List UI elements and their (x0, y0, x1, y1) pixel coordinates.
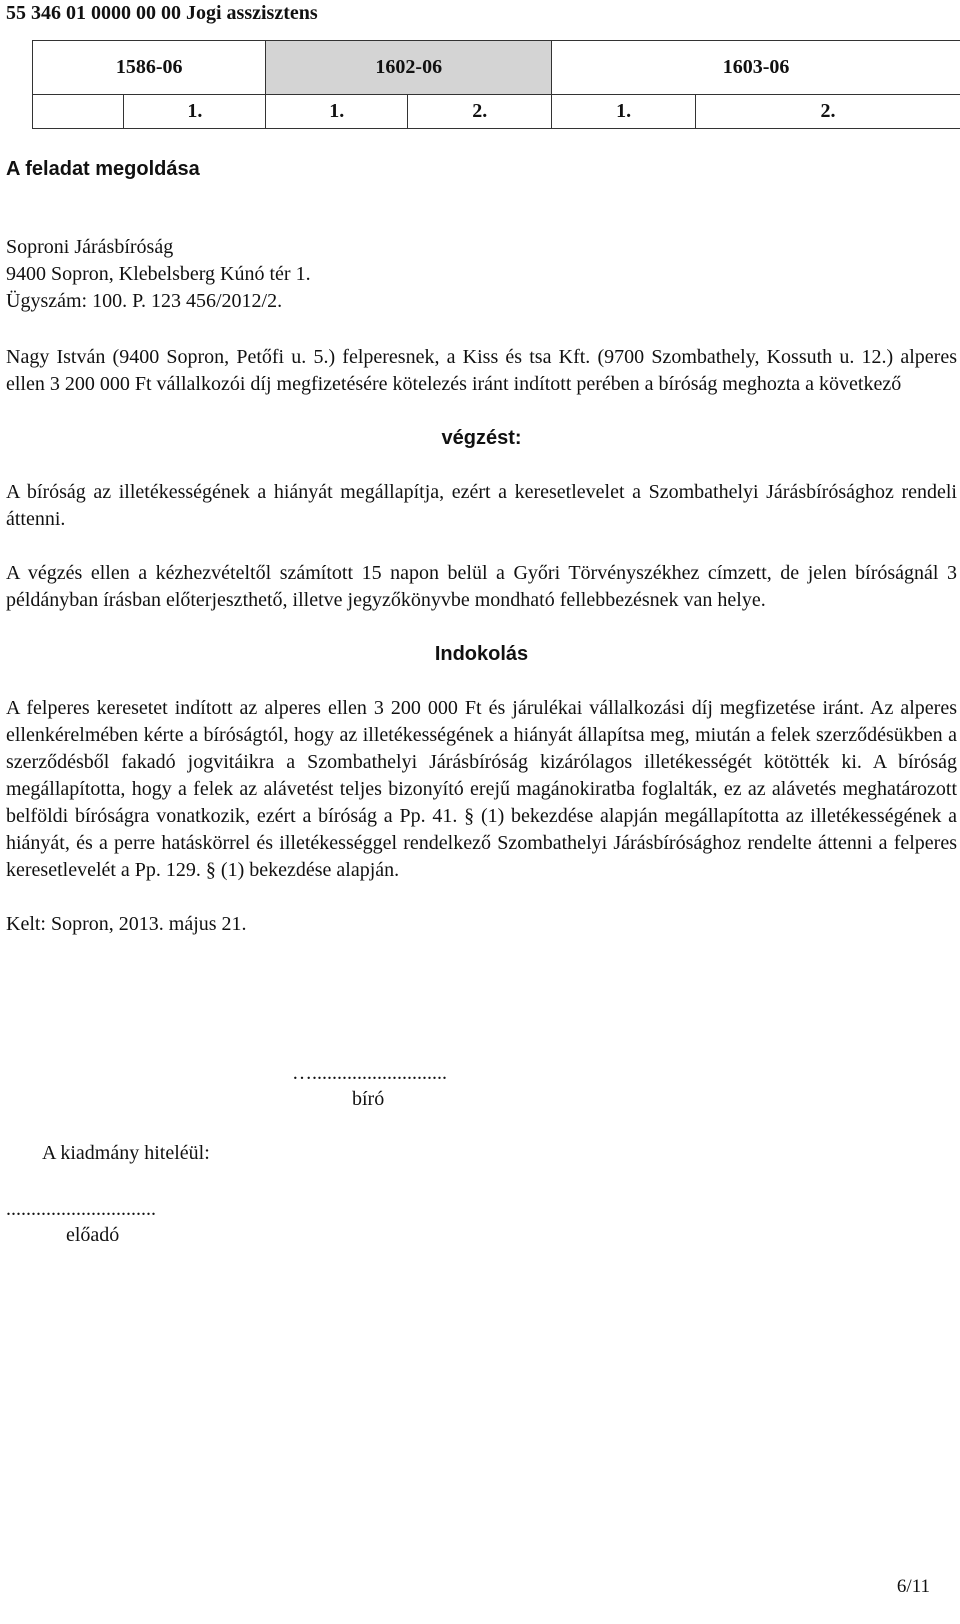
court-address: 9400 Sopron, Klebelsberg Kúnó tér 1. (6, 263, 311, 285)
empty-cell (33, 95, 124, 129)
section-title: A feladat megoldása (6, 158, 200, 180)
court-name: Soproni Járásbíróság (6, 236, 174, 258)
date-line: Kelt: Sopron, 2013. május 21. (6, 913, 247, 935)
document-body (6, 344, 957, 938)
clerk-signature-line: .............................. (6, 1198, 156, 1220)
module-code-cell: 1602-06 (266, 41, 552, 95)
module-code-cell: 1603-06 (552, 41, 960, 95)
court-details (6, 234, 957, 315)
task-number-cell: 1. (552, 95, 696, 129)
clerk-role: előadó (66, 1224, 120, 1246)
task-number-cell: 1. (124, 95, 266, 129)
reasoning-paragraph: A felperes keresetet indított az alperes ellen 3 200 000 Ft és járulékai vállalkozási díj megfizetése iránt. Az alperes ellenkérelmében kérte a bíróságtól, hogy az illetékességének a hiányát állapítsa meg, miután a felek szerződésükben a szerződésből fakadó jogvitáikra a Szombathelyi Járásbíróság kizárólagos illetékességét kötötték ki. A bíróság megállapította, hogy a felek az alávetést teljes bizonyító erejű magánokiratba foglalták, ez az alávetés meghatározott belföldi bíróságra vonatkozik, ezért a bíróság a Pp. 41. § (1) bekezdése alapján megállapította az illetékességének a hiányát, és a perre hatáskörrel és illetékességgel rendelkező Szombathelyi Járásbírósághoz rendelte áttenni a felperes keresetlevelét a Pp. 129. § (1) bekezdése alapján. (6, 697, 957, 881)
table-row (33, 95, 960, 129)
certified-label: A kiadmány hiteléül: (42, 1142, 210, 1164)
module-code-cell: 1586-06 (33, 41, 266, 95)
appeal-paragraph: A végzés ellen a kézhezvételtől számított 15 napon belül a Győri Törvényszékhez címzett, de jelen bíróságnál 3 példányban írásban előterjeszthető, illetve jegyzőkönyvbe mondható fellebbezésnek van helye. (6, 562, 957, 611)
page-number: 6/11 (896, 1576, 930, 1597)
case-number: Ügyszám: 100. P. 123 456/2012/2. (6, 290, 283, 312)
table-row (33, 41, 960, 95)
judge-role: bíró (352, 1088, 385, 1110)
reasoning-heading: Indokolás (434, 643, 529, 665)
module-codes-table (32, 40, 960, 129)
task-number-cell: 2. (696, 95, 960, 129)
judge-signature-line: …........................... (292, 1062, 447, 1084)
task-number-cell: 2. (408, 95, 552, 129)
task-number-cell: 1. (266, 95, 408, 129)
decision-paragraph: A bíróság az illetékességének a hiányát megállapítja, ezért a keresetlevelet a Szombathelyi Járásbírósághoz rendeli áttenni. (6, 481, 957, 530)
intro-paragraph: Nagy István (9400 Sopron, Petőfi u. 5.) felperesnek, a Kiss és tsa Kft. (9700 Szombathely, Kossuth u. 12.) alperes ellen 3 200 000 Ft vállalkozói díj megfizetésére kötelezés iránt indított perében a bíróság meghozta a következő (6, 346, 957, 395)
decision-heading: végzést: (441, 427, 522, 449)
document-header: 55 346 01 0000 00 00 Jogi asszisztens (6, 2, 318, 24)
